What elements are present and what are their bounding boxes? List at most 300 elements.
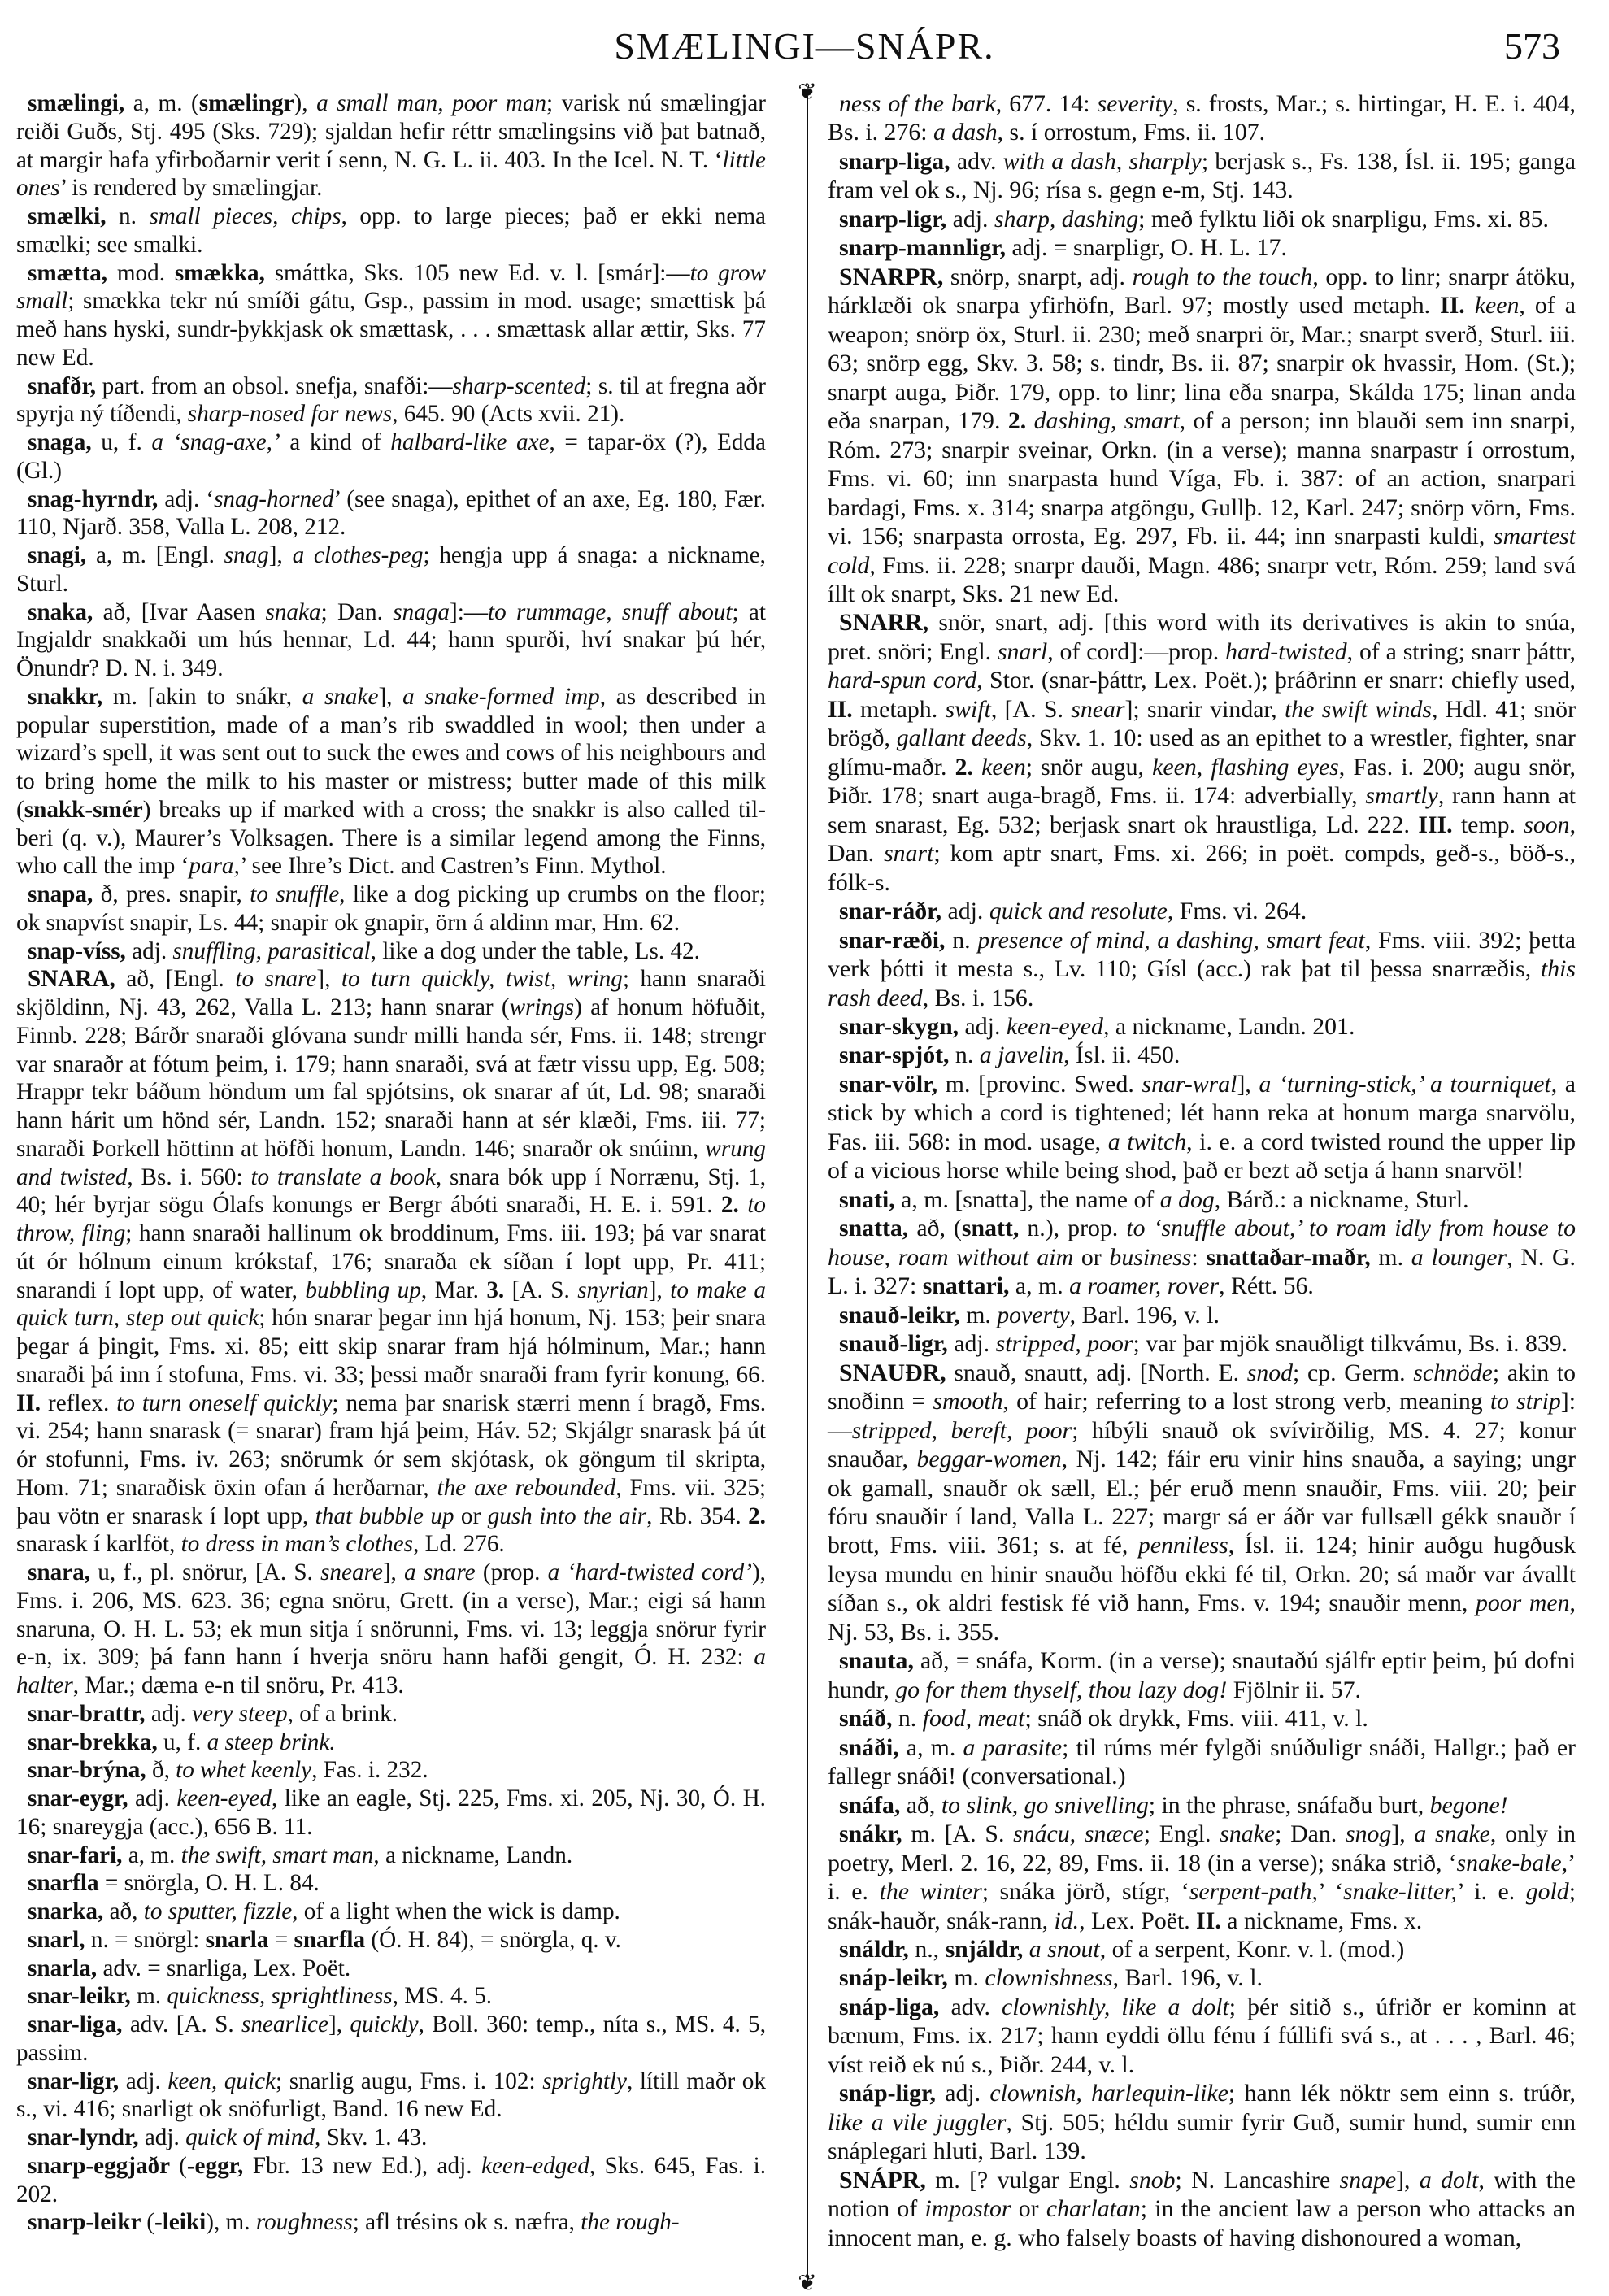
headword: snjáldr, — [945, 1936, 1029, 1963]
gloss: stripped, poor — [995, 1330, 1133, 1358]
headword: II. — [1196, 1907, 1228, 1934]
entry-text: ], — [328, 2011, 350, 2037]
entry-text: , 645. 90 (Acts xvii. 21). — [392, 401, 625, 428]
gloss: keen, quick — [167, 2068, 276, 2094]
gloss: a ‘hard-twisted cord’ — [547, 1559, 752, 1585]
dictionary-entry — [16, 259, 766, 372]
gloss: a ‘snag-axe,’ — [151, 429, 280, 455]
gloss: to strip — [1489, 1388, 1561, 1415]
gloss: wrings — [509, 994, 575, 1020]
gloss: small pieces, chips — [149, 203, 341, 229]
gloss: clownishness — [985, 1964, 1113, 1992]
gloss: this rash deed — [828, 955, 1576, 1011]
gloss: to whet keenly — [176, 1757, 312, 1784]
headword: snáði, — [839, 1733, 907, 1761]
entry-text: ; s. til at fregna aðr spyrja ný tíðendi, — [16, 372, 766, 428]
page-number: 573 — [1504, 25, 1560, 67]
dictionary-entry — [16, 881, 766, 937]
gloss: hard-spun cord — [828, 667, 977, 694]
entry-text: ; híbýli snauð ok svívirðilig, MS. 4. 27; konur snauðar, — [828, 1416, 1576, 1473]
gloss: snácu, snæce — [1013, 1820, 1144, 1848]
entry-text: ; akin to snoðinn = — [828, 1359, 1576, 1415]
headword: snarka, — [28, 1898, 110, 1924]
gloss: a dog — [1159, 1185, 1215, 1213]
entry-text: að, [Engl. — [126, 966, 236, 993]
entry-text: , rann hann at sem snarast, Eg. 532; berjask snart ok hraustliga, Ld. 222. — [828, 782, 1576, 838]
entry-text: ð, — [151, 1757, 176, 1784]
dictionary-entry — [16, 2124, 766, 2152]
entry-text: að, [Ivar Aasen — [102, 598, 266, 625]
entry-text: ]:— — [828, 1388, 1576, 1444]
gloss: bubbling up — [305, 1276, 421, 1303]
entry-text: , like a dog under the table, Ls. 42. — [370, 937, 700, 964]
gloss: serpent-path, — [1189, 1878, 1318, 1906]
headword: SNAUÐR, — [839, 1359, 955, 1386]
entry-text: , of a string; snarr þáttr, — [1346, 637, 1576, 665]
gloss: presence of mind, a dashing, smart feat — [977, 926, 1365, 954]
dictionary-entry — [16, 1955, 766, 1983]
entry-text: ], — [268, 542, 293, 568]
headword: SNARR, — [839, 609, 939, 637]
entry-text: m. — [966, 1301, 998, 1328]
entry-text: temp. — [1460, 811, 1524, 838]
gloss: a dash — [933, 119, 998, 146]
entry-text: , of a weapon; snörp öx, Sturl. ii. 230; með snarpri ör, Mar.; snarpt sverð, Sturl. iii. 63; snörp egg, Skv. 3. 58; s. tindr, Bs. ii. 87; snarpir ok hvassir, Hom. (St.); snarpt auga, Þiðr. 179, opp. to linr; lina eða snarpa, Skálda 175; linan anda eða snarpan, 179. — [828, 292, 1576, 435]
headword: snar-spjót, — [839, 1041, 955, 1069]
entry-text: ], — [1391, 1820, 1415, 1848]
entry-text: ), — [294, 90, 317, 116]
dictionary-entry — [16, 1559, 766, 1700]
gloss: penniless — [1137, 1532, 1228, 1559]
gloss: snaka — [265, 598, 321, 625]
entry-text: ’ i. e. — [1456, 1878, 1526, 1906]
entry-text: reflex. — [47, 1389, 117, 1416]
headword: snarp-ligr, — [839, 205, 953, 233]
gloss: to translate a book — [250, 1163, 436, 1190]
headword: -leiki — [154, 2209, 207, 2236]
dictionary-entry — [16, 2011, 766, 2068]
headword: SNARPR, — [839, 263, 950, 290]
running-title: SMÆLINGI—SNÁPR. — [614, 25, 995, 67]
gloss: sharp-scented — [452, 372, 586, 399]
dictionary-entry — [828, 897, 1576, 925]
entry-text: adj. — [144, 2124, 186, 2150]
entry-text: , MS. 4. 5. — [392, 1983, 493, 2010]
dictionary-entry — [16, 1869, 766, 1898]
entry-text: ; in the phrase, snáfaðu burt, — [1148, 1791, 1430, 1819]
headword: snauð-ligr, — [839, 1330, 955, 1358]
entry-text: snarask í karlföt, — [16, 1531, 181, 1558]
gloss: snag-horned — [214, 485, 334, 512]
gloss: snake — [1220, 1820, 1276, 1848]
gloss: a snake — [1414, 1820, 1490, 1848]
gloss: business — [1109, 1243, 1192, 1271]
entry-text: ; Dan. — [1275, 1820, 1346, 1848]
entry-text: n. = snörgl: — [90, 1926, 206, 1953]
entry-text: ], — [316, 966, 341, 993]
entry-text: , Barl. 196, v. l. — [1069, 1301, 1220, 1328]
headword: snáp-ligr, — [839, 2080, 946, 2107]
dictionary-entry — [16, 965, 766, 1559]
entry-text: , of a serpent, Konr. v. l. (mod.) — [1099, 1936, 1405, 1963]
entry-text: , only in poetry, Merl. 2. 16, 22, 89, Fms. ii. 18 (in a verse); snáka strið, ‘ — [828, 1820, 1576, 1876]
headword: SNÁPR, — [839, 2166, 936, 2194]
entry-text: ; at Ingjaldr snakkaði um hús hennar, Ld. 44; hann spurði, hví snakar þú hér, Önundr? D. N. i. 349. — [16, 598, 766, 681]
gloss: para, — [189, 853, 240, 880]
headword: II. — [16, 1389, 48, 1416]
gloss: snog — [1345, 1820, 1392, 1848]
entry-text: adv. = snarliga, Lex. Poët. — [102, 1955, 351, 1981]
dictionary-entry — [828, 263, 1576, 609]
gloss: snod — [1246, 1359, 1294, 1386]
dictionary-entry — [828, 1993, 1576, 2079]
dictionary-entry — [16, 428, 766, 485]
gloss: to grow small — [16, 259, 767, 315]
entry-text: ; snák-hauðr, snák-rann, — [828, 1878, 1576, 1934]
entry-text: , s. í orrostum, Fms. ii. 107. — [997, 119, 1266, 146]
dictionary-entry — [828, 2079, 1576, 2165]
headword: snar-völr, — [839, 1070, 946, 1098]
entry-text: a, m. — [1015, 1272, 1070, 1300]
entry-text: , Sks. 645, Fas. i. 202. — [16, 2152, 766, 2207]
gloss: a parasite — [963, 1733, 1063, 1761]
entry-text: a kind of — [280, 429, 391, 455]
dictionary-entry — [16, 598, 766, 683]
entry-text: n., — [915, 1936, 946, 1963]
gloss: a steep brink. — [207, 1729, 336, 1755]
gloss: to snuffle — [250, 881, 340, 907]
entry-text: að, — [906, 1791, 941, 1819]
gloss: snearlice — [241, 2011, 328, 2037]
entry-text: adj. — [945, 2080, 990, 2107]
gloss: the winter — [879, 1878, 982, 1906]
entry-text: ’ i. e. — [828, 1849, 1576, 1906]
headword: snar-fari, — [28, 1842, 128, 1868]
entry-text: or — [1073, 1243, 1110, 1271]
entry-text: , Skv. 1. 10: used as an epithet to a wrestler, fighter, snar glímu-maðr. — [828, 724, 1576, 781]
entry-text: ; með fylktu liði ok snarpligu, Fms. xi. 85. — [1138, 205, 1549, 233]
entry-text: ; hann lék nöktr sem einn s. trúðr, — [1228, 2080, 1576, 2107]
gloss: hard-twisted — [1225, 637, 1347, 665]
entry-text: ; snáð ok drykk, Fms. viii. 411, v. l. — [1024, 1705, 1368, 1733]
dictionary-entry — [828, 608, 1576, 897]
gloss: ness of the bark — [839, 90, 996, 117]
entry-text: adj. — [964, 1013, 1007, 1040]
gloss: the swift, smart man — [180, 1842, 374, 1868]
dictionary-entry — [16, 1982, 766, 2011]
gloss: rough to the touch — [1132, 263, 1313, 290]
headword: snatt, — [961, 1215, 1028, 1242]
dictionary-entry — [16, 485, 766, 542]
gloss: the swift winds — [1284, 695, 1432, 723]
entry-text: ; Engl. — [1143, 1820, 1220, 1848]
entry-text: adj. — [134, 1785, 177, 1811]
entry-text: , Ld. 276. — [413, 1531, 505, 1558]
gloss: keen-eyed — [176, 1785, 272, 1811]
entry-text: = snörgla, O. H. L. 84. — [104, 1870, 320, 1897]
headword: snákr, — [839, 1820, 911, 1848]
dictionary-entry — [828, 1733, 1576, 1791]
gloss: like a vile juggler — [828, 2108, 1007, 2136]
dictionary-entry — [828, 205, 1576, 233]
headword: smækka, — [174, 259, 275, 286]
entry-text: ; til rúms mér fylgði snúðuligr snáði, Hallgr.; það er fallegr snáði! (conversational.) — [828, 1733, 1576, 1790]
entry-text: ; hann snaraði skjöldinn, Nj. 43, 262, Valla L. 213; hann snarar ( — [16, 966, 766, 1020]
entry-text: , Stor. (snar-þáttr, Lex. Poët.); þráðrinn er snarr: chiefly used, — [976, 667, 1576, 694]
headword: snáð, — [839, 1705, 898, 1733]
dictionary-entry — [16, 89, 766, 202]
gloss: a small man, poor man — [316, 90, 547, 116]
entry-text: m. — [137, 1983, 167, 2010]
gloss: charlatan — [1046, 2195, 1141, 2223]
gloss: little ones — [16, 146, 766, 202]
dictionary-entry — [828, 1329, 1576, 1358]
gloss: a lounger — [1411, 1243, 1507, 1271]
headword: snaga, — [28, 429, 102, 455]
gloss: to rummage, snuff about — [488, 598, 733, 625]
headword: SNARA, — [28, 966, 127, 993]
entry-text: snör, snart, adj. [this word with its derivatives is akin to snúa, pret. snöri; Engl. — [828, 609, 1576, 665]
entry-text: ; Dan. — [320, 598, 394, 625]
entry-text: , of a light when the wick is damp. — [292, 1898, 620, 1924]
gloss: a snare — [404, 1559, 476, 1585]
dictionary-entry — [16, 1785, 766, 1842]
entry-text: a, m. — [906, 1733, 963, 1761]
entry-text: , like an eagle, Stj. 225, Fms. xi. 205, Nj. 30, Ó. H. 16; snareygja (acc.), 656 B. 11. — [16, 1785, 766, 1840]
dictionary-entry — [828, 89, 1576, 147]
gloss: quickness, sprightliness — [167, 1983, 393, 2010]
gloss: severity — [1097, 90, 1173, 117]
gloss: clownishly, like a dolt — [1002, 1993, 1229, 2020]
headword: smælki, — [28, 203, 120, 229]
dictionary-entry — [16, 1926, 766, 1955]
entry-text: snauð, snautt, adj. [North. E. — [954, 1359, 1247, 1386]
entry-text: u, f. — [163, 1729, 207, 1755]
entry-text: metaph. — [860, 695, 946, 723]
gloss: halbard-like axe — [390, 429, 550, 455]
dictionary-entry — [828, 233, 1576, 262]
gloss: the axe rebounded — [437, 1474, 616, 1501]
dictionary-entry — [828, 926, 1576, 1012]
headword: snaka, — [28, 598, 103, 625]
entry-text: mod. — [116, 259, 175, 286]
headword: snattaðar-maðr, — [1206, 1243, 1379, 1271]
entry-text: ’ is rendered by smælingjar. — [59, 175, 323, 202]
entry-text: adj. — [150, 1700, 193, 1727]
gloss: stripped, bereft, poor — [851, 1416, 1072, 1444]
gloss: go for them thyself, thou lazy dog! — [895, 1676, 1228, 1703]
entry-text: , Nj. 142; fáir eru vinir hins snauða, a saying; ungr ok gamall, snauðr ok sæll, El.; þér eruð menn snauðir, Fms. viii. 20; þeir fóru snauðir í land, Valla L. 227; margr sá er áðr var fullsæll gékk snauðr í brott, Fms. viii. 361; s. at fé, — [828, 1446, 1576, 1559]
gloss: gold — [1525, 1878, 1569, 1906]
gloss: snyrian — [577, 1276, 649, 1303]
gloss: begone! — [1429, 1791, 1508, 1819]
entry-text: ’ see Ihre’s Dict. and Castren’s Finn. Mythol. — [239, 853, 667, 880]
entry-text: ; varisk nú smælingjar reiði Guðs, Stj. 495 (Sks. 729); sjaldan hefir réttr smælingsins við þat batnað, at margir hafa yfirboðarnir verit í senn, N. G. L. ii. 403. In the Icel. N. T. ‘ — [16, 90, 766, 173]
headword: snafðr, — [28, 372, 102, 399]
left-column — [16, 89, 766, 2237]
column-divider — [807, 96, 808, 2283]
headword: snar-lyndr, — [28, 2124, 145, 2150]
entry-text: ; hón snarar þegar inn hjá honum, Nj. 153; þeir snara þegar á þingit, Fms. xi. 85; eitt skip snarar fram hjá hólminum, Mar.; hann snaraði þá inn í stofuna, Fms. vi. 33; þessi maðr snaraði fram fyrir konung, 66. — [16, 1305, 766, 1388]
entry-text: , Ísl. ii. 124; hinir auðgu hugðusk leysa mundu en hinir snauðu höfðu ekki fé til, Orkn. 20; sá maðr var ávallt síðan s., ok aldri festisk fé við hann, Fms. v. 194; snauðir menn, — [828, 1532, 1576, 1617]
headword: snáldr, — [839, 1936, 915, 1963]
gloss: a javelin — [979, 1041, 1064, 1069]
gloss: to make a quick turn, step out quick — [16, 1276, 766, 1332]
entry-text: n. — [119, 203, 150, 229]
entry-text: ; afl trésins ok s. næfra, — [352, 2209, 581, 2236]
dictionary-entry — [16, 1842, 766, 1870]
entry-text: m. — [1378, 1243, 1411, 1271]
entry-text: , Rétt. 56. — [1219, 1272, 1314, 1300]
headword: snar-liga, — [28, 2011, 130, 2037]
gloss: a snake — [302, 683, 379, 710]
gloss: poor men — [1475, 1589, 1570, 1617]
entry-text: adj. — [947, 898, 989, 925]
entry-text: adj. — [952, 205, 994, 233]
entry-text: , Bs. i. 560: — [127, 1163, 251, 1190]
headword: III. — [1418, 811, 1461, 838]
gloss: roughness — [255, 2209, 353, 2236]
entry-text: , Rb. 354. — [646, 1502, 749, 1529]
headword: snarp-mannligr, — [839, 234, 1012, 262]
headword: snar-skygn, — [839, 1013, 965, 1040]
gloss: smartest cold — [828, 523, 1576, 579]
entry-text: (prop. — [475, 1559, 548, 1585]
dictionary-entry — [828, 1704, 1576, 1733]
entry-text: adj. ‘ — [164, 485, 215, 512]
entry-text: , as described in popular superstition, made of a man’s rib swaddled in wool; then under a wizard’s spell, it was sent out to suck the ewes and cows of his neighbours and to bring home the milk to his master or mistress; butter made of this milk ( — [16, 683, 766, 823]
gloss: wrung and twisted — [16, 1135, 766, 1190]
gloss: gallant deeds — [896, 724, 1027, 752]
gloss: the rough- — [581, 2209, 680, 2236]
headword: smælingi, — [28, 90, 133, 116]
gloss: to slink, go snivelling — [941, 1791, 1149, 1819]
headword: snarfla — [28, 1870, 105, 1897]
entry-text: ), Fms. i. 206, MS. 623. 36; egna snöru, Grett. (in a verse), Mar.; eigi sá hann snaruna, O. H. L. 53; ek mun sitja í snörunni, Fms. vi. 13; leggja snörur fyrir e-n, ix. 309; þá fann hann í hverja snöru hann hafði gengit, Ó. H. 232: — [16, 1559, 766, 1671]
gloss: to throw, fling — [16, 1192, 767, 1246]
headword: snar-ráðr, — [839, 898, 948, 925]
gloss: a dolt — [1419, 2166, 1479, 2194]
entry-text: or — [1011, 2195, 1046, 2223]
entry-text: , Mar. — [420, 1276, 487, 1303]
gloss: clownish, harlequin-like — [989, 2080, 1228, 2107]
dictionary-entry — [828, 147, 1576, 205]
entry-text: m. — [954, 1964, 985, 1992]
entry-text: ) breaks up if marked with a cross; the snakkr is also called til-beri (q. v.), Maurer’s Volksagen. There is a similar legend among the Finns, who call the imp ‘ — [16, 796, 766, 880]
entry-text: a, m. ( — [133, 90, 199, 116]
entry-text: ; hengja upp á snaga: a nickname, Sturl. — [16, 542, 766, 597]
entry-text: , lítill maðr ok s., vi. 416; snarligt ok snöfurligt, Band. 16 new Ed. — [16, 2068, 766, 2123]
dictionary-entry — [16, 2152, 766, 2209]
entry-text: ; snör augu, — [1025, 753, 1153, 781]
gloss: smooth — [933, 1388, 1003, 1415]
headword: snar-eygr, — [28, 1785, 135, 1811]
entry-text: smáttka, Sks. 105 new Ed. v. l. [smár]:— — [274, 259, 690, 286]
dictionary-entry — [16, 1756, 766, 1785]
headword: snag-hyrndr, — [28, 485, 165, 512]
entry-text: (Ó. H. 84), = snörgla, q. v. — [371, 1926, 621, 1953]
entry-text: ]; snarir vindar, — [1124, 695, 1285, 723]
gloss: keen — [981, 753, 1026, 781]
headword: snattari, — [922, 1272, 1015, 1300]
entry-text: n.), prop. — [1027, 1215, 1127, 1242]
entry-text: , Bárð.: a nickname, Sturl. — [1214, 1185, 1469, 1213]
gloss: to dress in man’s clothes — [180, 1531, 414, 1558]
gloss: very steep — [192, 1700, 288, 1727]
entry-text: [A. S. — [511, 1276, 578, 1303]
entry-text: ]:— — [450, 598, 489, 625]
entry-text: , opp. to linr; snarpr átöku, hárklæði ok snarpa yfirhöfn, Barl. 97; mostly used metaph. — [828, 263, 1576, 320]
dictionary-entry — [16, 541, 766, 598]
gloss: snape — [1339, 2166, 1397, 2194]
headword: snatta, — [839, 1215, 917, 1242]
entry-text: ; hann snaraði hallinum ok broddinum, Fms. iii. 193; þá var snarat út ór hólnum einum krókstaf, 176; snaraða ek síðan í lopt upp, Pr. 411; snarandi í lopt upp, of water, — [16, 1220, 767, 1303]
gloss: beggar-women — [916, 1446, 1062, 1473]
gloss: snarl — [997, 637, 1048, 665]
entry-text: adv. — [956, 147, 1003, 175]
entry-text: ], — [378, 683, 403, 710]
entry-text: , Fas. i. 232. — [311, 1757, 428, 1784]
gloss: a twitch — [1107, 1128, 1187, 1155]
dictionary-entry — [16, 683, 766, 881]
entry-text: or — [454, 1502, 488, 1529]
entry-text: n. — [955, 1041, 980, 1069]
gloss: quickly — [350, 2011, 419, 2037]
entry-text: = — [274, 1926, 294, 1953]
gloss: snake-bale, — [1456, 1849, 1568, 1876]
entry-text: u, f. — [101, 429, 152, 455]
entry-text: , Nj. 53, Bs. i. 355. — [828, 1589, 1576, 1646]
gloss: swift — [945, 695, 991, 723]
gloss: keen-edged — [481, 2152, 589, 2179]
entry-text: m. [akin to snákr, — [112, 683, 302, 710]
entry-text: , 677. 14: — [995, 90, 1098, 117]
entry-text: ; snáka jörð, stígr, ‘ — [981, 1878, 1189, 1906]
headword: snati, — [839, 1185, 902, 1213]
headword: snar-ræði, — [839, 926, 953, 954]
gloss: keen-eyed — [1006, 1013, 1103, 1040]
gloss: snear — [1071, 695, 1125, 723]
gloss: keen, flashing eyes — [1152, 753, 1339, 781]
entry-text: , Fas. i. 200; augu snör, Þiðr. 178; snart auga-bragð, Fms. ii. 174: adverbially, — [828, 753, 1576, 810]
gloss: dashing, smart — [1033, 407, 1180, 435]
headword: snarp-eggjaðr — [28, 2152, 180, 2179]
headword: snáfa, — [839, 1791, 907, 1819]
gloss: snuffling, parasitical — [172, 937, 371, 964]
entry-text: , Fms. vii. 325; þau vötn er snarask í lopt upp, — [16, 1474, 766, 1529]
gloss: snart — [884, 840, 934, 868]
dictionary-entry — [16, 1700, 766, 1729]
gloss: sharp-nosed for news — [187, 401, 393, 428]
entry-text: Fbr. 13 new Ed.), adj. — [252, 2152, 481, 2179]
gloss: soon — [1524, 811, 1570, 838]
headword: smætta, — [28, 259, 117, 286]
entry-text: a nickname, Fms. x. — [1227, 1907, 1423, 1934]
entry-text: adj. — [125, 2068, 168, 2094]
headword: 2. — [720, 1192, 748, 1219]
headword: snakk-smér — [24, 796, 143, 823]
gloss: a snout — [1028, 1936, 1100, 1963]
gloss: snaga — [393, 598, 450, 625]
entry-text: , Boll. 360: temp., níta s., MS. 4. 5, passim. — [16, 2011, 766, 2066]
entry-text: , Fms. ii. 228; snarpr dauði, Magn. 486; snarpr vetr, Róm. 259; land svá íllt ok snarpt, Sks. 21 new Ed. — [828, 551, 1576, 607]
headword: snáp-leikr, — [839, 1964, 955, 1992]
entry-text: , of cord]:—prop. — [1047, 637, 1226, 665]
entry-text: ], — [1237, 1070, 1259, 1098]
gloss: impostor — [924, 2195, 1011, 2223]
dictionary-entry — [16, 1898, 766, 1926]
entry-text: að, ( — [916, 1215, 962, 1242]
